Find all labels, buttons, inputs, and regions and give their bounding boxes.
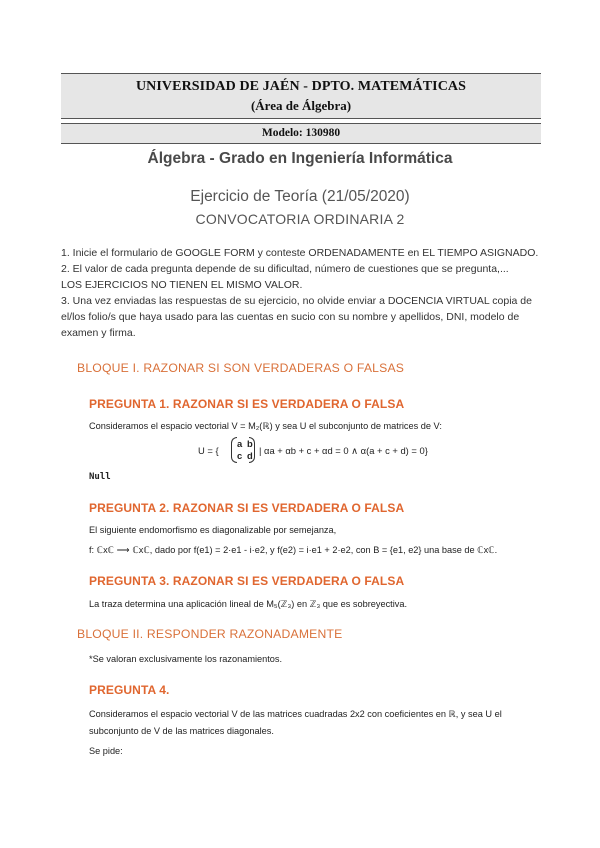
pregunta-1-text: Consideramos el espacio vectorial V = M₂(ℝ) y sea U el subconjunto de matrices de V: <box>89 421 442 431</box>
pregunta-2-text: f: ℂxℂ ⟶ ℂxℂ, dado por f(e1) = 2·e1 - i·e2, y f(e2) = i·e1 + 2·e2, con B = {e1, e2} una base de ℂxℂ. <box>89 545 498 555</box>
pregunta-2-heading: PREGUNTA 2. RAZONAR SI ES VERDADERA O FALSA <box>89 501 405 515</box>
pregunta-2-text: El siguiente endomorfismo es diagonalizable por semejanza, <box>89 525 337 535</box>
instruction-line: 2. El valor de cada pregunta depende de su dificultad, número de cuestiones que se pregunta,... <box>61 263 509 275</box>
instruction-line: 1. Inicie el formulario de GOOGLE FORM y conteste ORDENADAMENTE en EL TIEMPO ASIGNADO. <box>61 247 539 259</box>
area-name: (Área de Álgebra) <box>250 98 352 113</box>
pregunta-4-text: subconjunto de V de las matrices diagonales. <box>89 726 274 736</box>
pregunta-4-text: Consideramos el espacio vectorial V de las matrices cuadradas 2x2 con coeficientes en ℝ, y sea U el <box>89 709 502 719</box>
university-header <box>61 73 541 119</box>
formula-right: | αa + αb + c + αd = 0 ∧ α(a + c + d) = 0} <box>259 445 428 456</box>
matrix <box>231 437 255 463</box>
matrix-entry: c <box>237 450 243 461</box>
pregunta-1-heading: PREGUNTA 1. RAZONAR SI ES VERDADERA O FALSA <box>89 397 405 411</box>
formula-left: U = { <box>198 445 219 456</box>
pregunta-4-text: Se pide: <box>89 746 123 756</box>
matrix-entry: b <box>247 438 253 449</box>
note-text: *Se valoran exclusivamente los razonamientos. <box>89 654 283 664</box>
model-banner: Modelo: 130980 <box>61 123 541 144</box>
null-text: Null <box>89 472 111 482</box>
matrix-entry: a <box>237 438 243 449</box>
page-title: Álgebra - Grado en Ingeniería Informática <box>147 150 453 167</box>
bloque-1-heading: BLOQUE I. RAZONAR SI SON VERDADERAS O FALSAS <box>77 361 405 375</box>
university-name: UNIVERSIDAD DE JAÉN - DPTO. MATEMÁTICAS <box>135 79 467 94</box>
pregunta-3-text: La traza determina una aplicación lineal de M₅(ℤ₃) en ℤ₃ que es sobreyectiva. <box>89 599 408 609</box>
instruction-line: examen y firma. <box>61 327 136 339</box>
instruction-line: LOS EJERCICIOS NO TIENEN EL MISMO VALOR. <box>61 279 303 291</box>
pregunta-3-heading: PREGUNTA 3. RAZONAR SI ES VERDADERA O FALSA <box>89 574 405 588</box>
bloque-2-heading: BLOQUE II. RESPONDER RAZONADAMENTE <box>77 627 343 641</box>
instruction-line: el/los folio/s que haya usado para las cuentas en sucio con su nombre y apellidos, DNI, modelo de <box>61 311 520 323</box>
convocatoria: CONVOCATORIA ORDINARIA 2 <box>195 211 405 227</box>
pregunta-4-heading: PREGUNTA 4. <box>89 683 170 697</box>
instruction-line: 3. Una vez enviadas las respuestas de su ejercicio, no olvide enviar a DOCENCIA VIRTUAL copia de <box>61 295 532 307</box>
exercise-date: Ejercicio de Teoría (21/05/2020) <box>190 188 410 205</box>
matrix-entry: d <box>247 450 253 461</box>
